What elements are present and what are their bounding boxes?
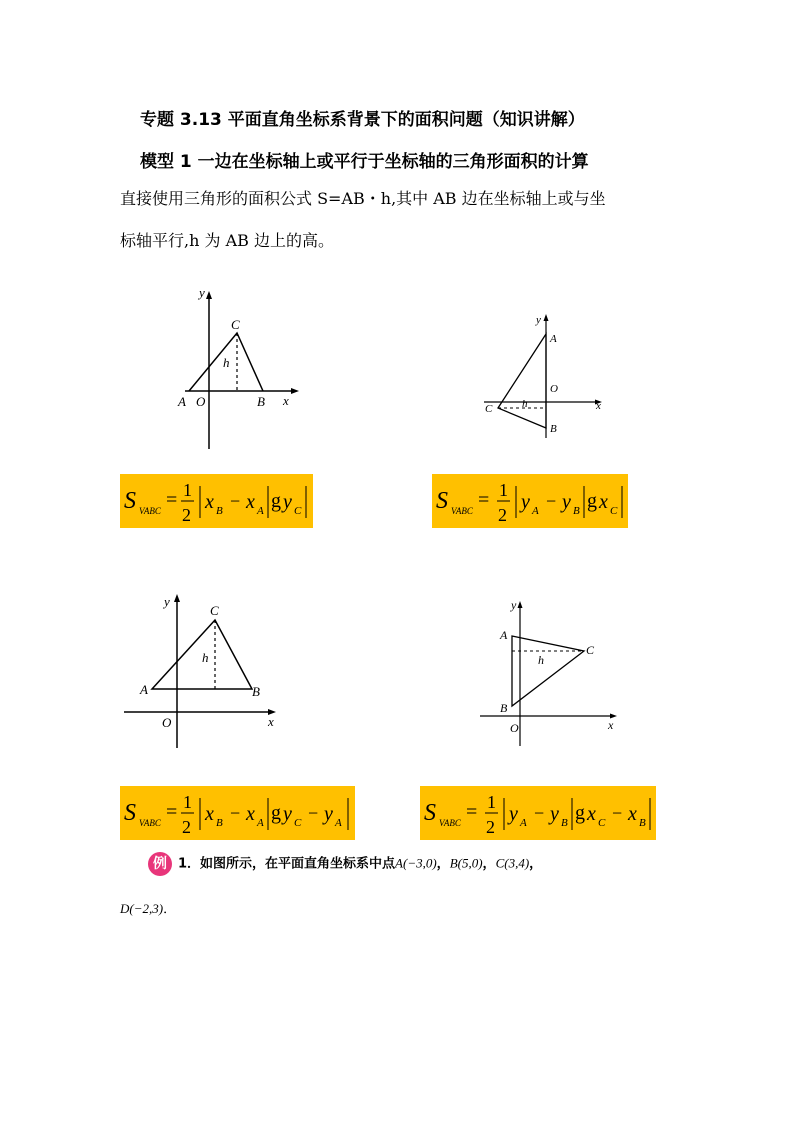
formula-4-den: 2 xyxy=(486,817,495,837)
page-title: 专题 3.13 平面直角坐标系背景下的面积问题（知识讲解） xyxy=(140,110,585,130)
svg-text:x: x xyxy=(246,803,255,825)
svg-text:x: x xyxy=(599,491,608,513)
svg-text:A: A xyxy=(335,817,342,829)
label-B: B xyxy=(252,684,260,699)
point-A: A(−3,0) xyxy=(395,855,437,871)
label-B: B xyxy=(257,394,265,409)
triangle xyxy=(498,334,546,428)
formula-1 xyxy=(120,474,313,528)
example-badge: 例 xyxy=(148,852,172,876)
example-line-2 xyxy=(120,898,176,917)
svg-text:y: y xyxy=(550,803,559,825)
formula-1-eq: = xyxy=(166,489,178,511)
label-h: h xyxy=(538,653,544,667)
svg-text:x: x xyxy=(205,803,214,825)
svg-text:B: B xyxy=(216,817,223,829)
label-A: A xyxy=(178,394,186,409)
svg-text:y: y xyxy=(521,491,530,513)
svg-text:B: B xyxy=(561,817,568,829)
label-O: O xyxy=(162,715,172,730)
svg-text:C: C xyxy=(610,505,618,517)
label-C: C xyxy=(586,643,595,657)
formula-2-lhs: S xyxy=(436,488,448,514)
intro-line-1: 直接使用三角形的面积公式 S=AB・h,其中 AB 边在坐标轴上或与坐 xyxy=(120,189,606,208)
svg-text:y: y xyxy=(509,803,518,825)
label-A: A xyxy=(140,682,148,697)
svg-text:−: − xyxy=(230,491,241,511)
label-A: A xyxy=(550,333,557,345)
svg-text:A: A xyxy=(257,817,264,829)
formula-2-expr xyxy=(516,486,622,518)
example-end: ． xyxy=(163,901,177,916)
formula-4-expr xyxy=(504,798,650,830)
svg-text:B: B xyxy=(639,817,646,829)
svg-text:C: C xyxy=(294,817,302,829)
label-O: O xyxy=(510,721,519,735)
figure-4 xyxy=(476,596,626,748)
svg-text:y: y xyxy=(324,803,333,825)
formula-3-expr xyxy=(200,798,348,830)
formula-1-sub: VABC xyxy=(139,506,161,516)
svg-text:x: x xyxy=(246,491,255,513)
svg-text:x: x xyxy=(628,803,637,825)
svg-text:−: − xyxy=(308,803,319,823)
formula-3-num: 1 xyxy=(183,792,192,812)
svg-text:−: − xyxy=(546,491,557,511)
svg-text:−: − xyxy=(612,803,623,823)
svg-text:y: y xyxy=(283,491,292,513)
svg-text:B: B xyxy=(573,505,580,517)
formula-2-eq: = xyxy=(478,489,490,511)
y-label: y xyxy=(199,285,205,300)
y-label: y xyxy=(164,594,170,609)
example-prefix: 1．如图所示，在平面直角坐标系中点 xyxy=(178,856,396,872)
svg-text:y: y xyxy=(283,803,292,825)
formula-2-sub: VABC xyxy=(451,506,473,516)
x-label: x xyxy=(608,718,614,732)
x-label: x xyxy=(268,714,274,729)
sep-1: ， xyxy=(436,856,450,872)
intro-line-2: 标轴平行,h 为 AB 边上的高。 xyxy=(120,231,334,250)
svg-text:B: B xyxy=(216,505,223,517)
label-h: h xyxy=(202,650,209,665)
label-h: h xyxy=(223,355,230,370)
formula-4 xyxy=(420,786,656,840)
triangle xyxy=(512,636,584,706)
label-O: O xyxy=(196,394,206,409)
label-C: C xyxy=(210,603,219,618)
svg-text:x: x xyxy=(587,803,596,825)
svg-text:y: y xyxy=(562,491,571,513)
svg-text:−: − xyxy=(534,803,545,823)
formula-3-den: 2 xyxy=(182,817,191,837)
formula-2-den: 2 xyxy=(498,505,507,525)
label-h: h xyxy=(522,398,528,410)
label-C: C xyxy=(231,317,240,332)
figure-3 xyxy=(120,588,285,753)
label-O: O xyxy=(550,383,558,395)
formula-1-den: 2 xyxy=(182,505,191,525)
label-B: B xyxy=(550,423,557,435)
formula-4-sub: VABC xyxy=(439,818,461,828)
y-label: y xyxy=(511,598,517,612)
section-subtitle: 模型 1 一边在坐标轴上或平行于坐标轴的三角形面积的计算 xyxy=(140,152,589,172)
formula-3-eq: = xyxy=(166,801,178,823)
figure-2 xyxy=(480,310,610,440)
formula-1-expr xyxy=(200,486,306,518)
svg-text:A: A xyxy=(257,505,264,517)
svg-text:−: − xyxy=(230,803,241,823)
formula-4-num: 1 xyxy=(487,792,496,812)
svg-text:g: g xyxy=(271,490,281,512)
y-label: y xyxy=(536,314,541,326)
svg-text:A: A xyxy=(520,817,527,829)
label-B: B xyxy=(500,701,508,715)
intro-paragraph xyxy=(120,178,690,262)
x-label: x xyxy=(596,400,601,412)
sep-2: ， xyxy=(482,856,496,872)
label-A: A xyxy=(500,628,508,642)
formula-1-lhs: S xyxy=(124,488,136,514)
formula-2 xyxy=(432,474,628,528)
svg-text:x: x xyxy=(205,491,214,513)
point-C: C(3,4) xyxy=(495,855,530,871)
formula-4-lhs: S xyxy=(424,800,436,826)
formula-2-num: 1 xyxy=(499,480,508,500)
figure-1 xyxy=(175,285,310,455)
point-D: D(−2,3) xyxy=(120,901,164,916)
svg-text:C: C xyxy=(598,817,606,829)
point-B: B(5,0) xyxy=(449,855,483,871)
svg-text:g: g xyxy=(575,802,585,824)
svg-text:C: C xyxy=(294,505,302,517)
formula-3-sub: VABC xyxy=(139,818,161,828)
sep-3: ， xyxy=(529,856,543,872)
formula-4-eq: = xyxy=(466,801,478,823)
svg-text:g: g xyxy=(587,490,597,512)
formula-3-lhs: S xyxy=(124,800,136,826)
svg-text:g: g xyxy=(271,802,281,824)
svg-text:A: A xyxy=(532,505,539,517)
label-C: C xyxy=(485,403,493,415)
x-label: x xyxy=(283,393,289,408)
formula-3 xyxy=(120,786,355,840)
formula-1-num: 1 xyxy=(183,480,192,500)
example-line-1 xyxy=(148,852,542,876)
